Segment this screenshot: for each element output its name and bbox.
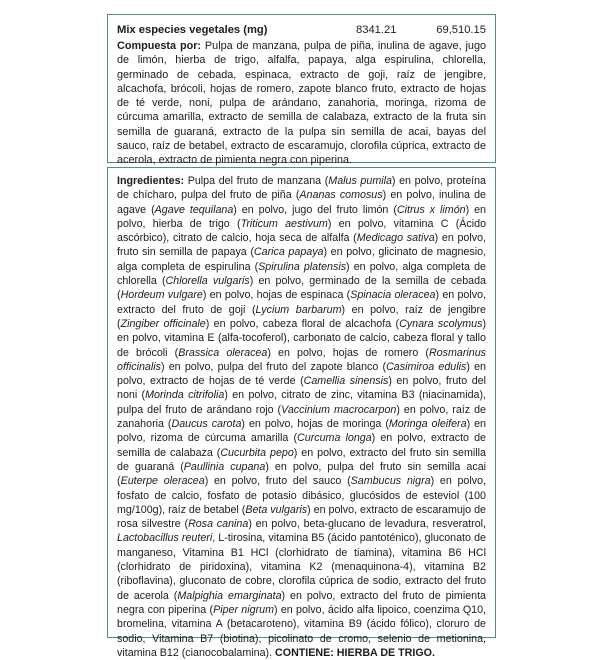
ingredient-text: ) en polvo, hierba de trigo ( [117, 203, 486, 230]
ingredient-text: ) en polvo, raíz de zanahoria ( [117, 403, 486, 431]
ingredient-species-name: Morinda citrifolia [145, 389, 225, 402]
ingredient-text: Pulpa del fruto de manzana ( [184, 175, 329, 187]
ingredient-species-name: Chlorella vulgaris [165, 275, 250, 288]
allergen-warning: CONTIENE: HIERBA DE TRIGO. [275, 646, 435, 659]
ingredient-species-name: Malus pumila [328, 175, 392, 187]
ingredient-text: ) en polvo, extracto de hojas de té verde ( [117, 360, 486, 388]
ingredient-text: ) en polvo, hojas de romero ( [267, 346, 429, 359]
ingredient-species-name: Cynara scolymus [399, 317, 483, 330]
ingredient-text: ) en polvo, ácido alfa lipoico, coenzima Q10, bromelina, vitamina A (betacaroteno), vitamina B9 (ácido fólico), cloruro de sodio, Vitamina B7 (biotina), picolinato de cromo, selenio de metionina, vitamina B12 (cianocobalamina). [117, 603, 487, 659]
ingredient-species-name: Euterpe oleracea [120, 475, 205, 488]
compuesta-text: Pulpa de manzana, pulpa de piña, inulina de agave, jugo de limón, hierba de trigo, alfalfa, papaya, alga espirulina, chlorella, germinado de cebada, espinaca, extracto de goji, raíz de jengibre, alcachofa, brócoli, hojas de romero, zapote blanco fruto, extracto de hojas de té verde, noni, pulpa de arándano, zanahoria, moringa, rizoma de cúrcuma amarilla, extracto de semilla de calabaza, extracto de la fruta sin semilla de guaraná, extracto de la pulpa sin semilla de acai, bayas del sauco, raíz de betabel, extracto de escaramujo, clorofila cúprica, extracto de acerola, extracto de pimienta negra con piperina. [117, 40, 487, 166]
mix-row [117, 23, 486, 37]
ingredient-species-name: Lycium barbarum [255, 303, 342, 316]
ingredient-species-name: Rosmarinus officinalis [117, 346, 486, 373]
ingredient-text: ) en polvo, rizoma de cúrcuma amarilla ( [117, 418, 486, 445]
ingredient-species-name: Hordeum vulgare [120, 289, 203, 302]
ingredient-species-name: Spirulina platensis [258, 260, 347, 273]
ingredient-species-name: Paullinia cupana [183, 460, 266, 473]
mix-name: Mix especies vegetales (mg) [117, 24, 268, 36]
ingredient-text: ) en polvo, hojas de moringa ( [241, 418, 389, 431]
ingredient-species-name: Sambucus nigra [350, 475, 431, 488]
ingredient-species-name: Medicago sativa [356, 232, 435, 245]
ingredient-species-name: Triticum aestivum [240, 217, 328, 230]
ingredient-species-name: Casimiroa edulis [386, 360, 467, 373]
ingredients-label: Ingredientes: [117, 175, 185, 187]
composition-box [107, 14, 496, 166]
mix-value-1: 8341.21 [356, 24, 397, 36]
ingredient-text: ) en polvo, fruto del sauco ( [204, 475, 351, 488]
ingredient-text: ) en polvo, alga completa de chlorella ( [117, 260, 486, 288]
ingredient-text: ) en polvo, glicinato de magnesio, alga completa de espirulina ( [117, 246, 486, 273]
ingredient-species-name: Spinacia oleracea [350, 289, 436, 302]
ingredient-species-name: Malpighia emarginata [177, 589, 282, 602]
compuesta-paragraph [117, 39, 486, 167]
ingredient-text: ) en polvo, inulina de agave ( [117, 189, 486, 216]
ingredient-text: ) en polvo, fruto sin semilla de papaya ( [117, 232, 486, 259]
ingredient-text: ) en polvo, pulpa del fruto del zapote blanco ( [160, 360, 387, 373]
ingredient-text: , L-tirosina, vitamina B5 (ácido pantoténico), gluconato de manganeso, Vitamina B1 HCl (clorhidrato de tiamina), vitamina B6 HCl (clorhidrato de piridoxina), vitamina K2 (menaquinona-4), vitamina B2 (riboflavina), gluconato de cobre, clorofila cúprica de sodio, extracto del fruto de acerola ( [117, 532, 486, 602]
compuesta-label: Compuesta por: [117, 40, 202, 52]
ingredient-text: ) en polvo, extracto del fruto sin semilla de guaraná ( [117, 446, 486, 473]
ingredient-text: ) en polvo, citrato de zinc, vitamina B3 (niacinamida), pulpa del fruto de arándano rojo ( [117, 389, 486, 416]
ingredient-species-name: Beta vulgaris [245, 503, 308, 516]
ingredient-species-name: Ananas comosus [299, 189, 383, 202]
ingredient-text: ) en polvo, vitamina C (Ácido ascórbico), citrato de calcio, hoja seca de alfalfa ( [117, 217, 487, 245]
ingredient-species-name: Vaccinium macrocarpon [281, 403, 397, 416]
ingredient-text: ) en polvo, vitamina E (alfa-tocoferol), carbonato de calcio, cabeza floral y tallo de brócoli ( [117, 317, 487, 359]
ingredient-species-name: Moringa oleifera [388, 418, 467, 431]
ingredient-species-name: Rosa canina [188, 518, 249, 531]
ingredient-text: ) en polvo, raíz de jengibre ( [117, 303, 486, 330]
ingredient-text: ) en polvo, hojas de espinaca ( [202, 289, 351, 302]
ingredient-text: ) en polvo, beta-glucano de levadura, resveratrol, [248, 518, 486, 531]
ingredient-text: ) en polvo, cabeza floral de alcachofa ( [205, 317, 400, 330]
ingredient-text: ) en polvo, extracto de semilla de calabaza ( [117, 432, 486, 459]
ingredient-species-name: Curcuma longa [297, 432, 372, 445]
ingredient-text: ) en polvo, extracto del fruto de pimienta negra con piperina ( [117, 589, 486, 616]
ingredient-species-name: Daucus carota [171, 418, 242, 431]
ingredient-species-name: Lactobacillus reuteri [117, 532, 213, 545]
ingredient-text: ) en polvo, proteína de chícharo, pulpa del fruto de piña ( [117, 175, 486, 202]
mix-value-2: 69,510.15 [436, 24, 486, 36]
ingredient-text: ) en polvo, fruto del noni ( [117, 375, 486, 402]
ingredient-species-name: Agave tequilana [154, 203, 234, 216]
ingredients-box [107, 167, 496, 659]
ingredient-species-name: Camellia sinensis [303, 375, 389, 388]
ingredient-text: ) en polvo, extracto de escaramujo de rosa silvestre ( [117, 503, 486, 531]
ingredient-species-name: Carica papaya [253, 246, 324, 259]
ingredient-species-name: Zingiber officinale [120, 317, 206, 330]
ingredients-paragraph [117, 174, 486, 660]
ingredient-species-name: Brassica oleracea [178, 346, 268, 359]
ingredient-species-name: Cucurbita pepo [220, 446, 294, 459]
ingredient-text: ) en polvo, pulpa del fruto sin semilla acai ( [117, 460, 487, 488]
ingredient-text: ) en polvo, germinado de la semilla de cebada ( [117, 275, 486, 302]
ingredient-species-name: Piper nigrum [213, 603, 274, 616]
ingredient-text: ) en polvo, fosfato de calcio, fosfato de potasio dibásico, glucósidos de esteviol (100 mg/100g), raíz de betabel ( [117, 475, 486, 516]
ingredient-text: ) en polvo, extracto del fruto de goji ( [117, 289, 486, 316]
ingredient-species-name: Citrus x limón [396, 203, 466, 216]
ingredient-text: ) en polvo, jugo del fruto limón ( [233, 203, 397, 216]
